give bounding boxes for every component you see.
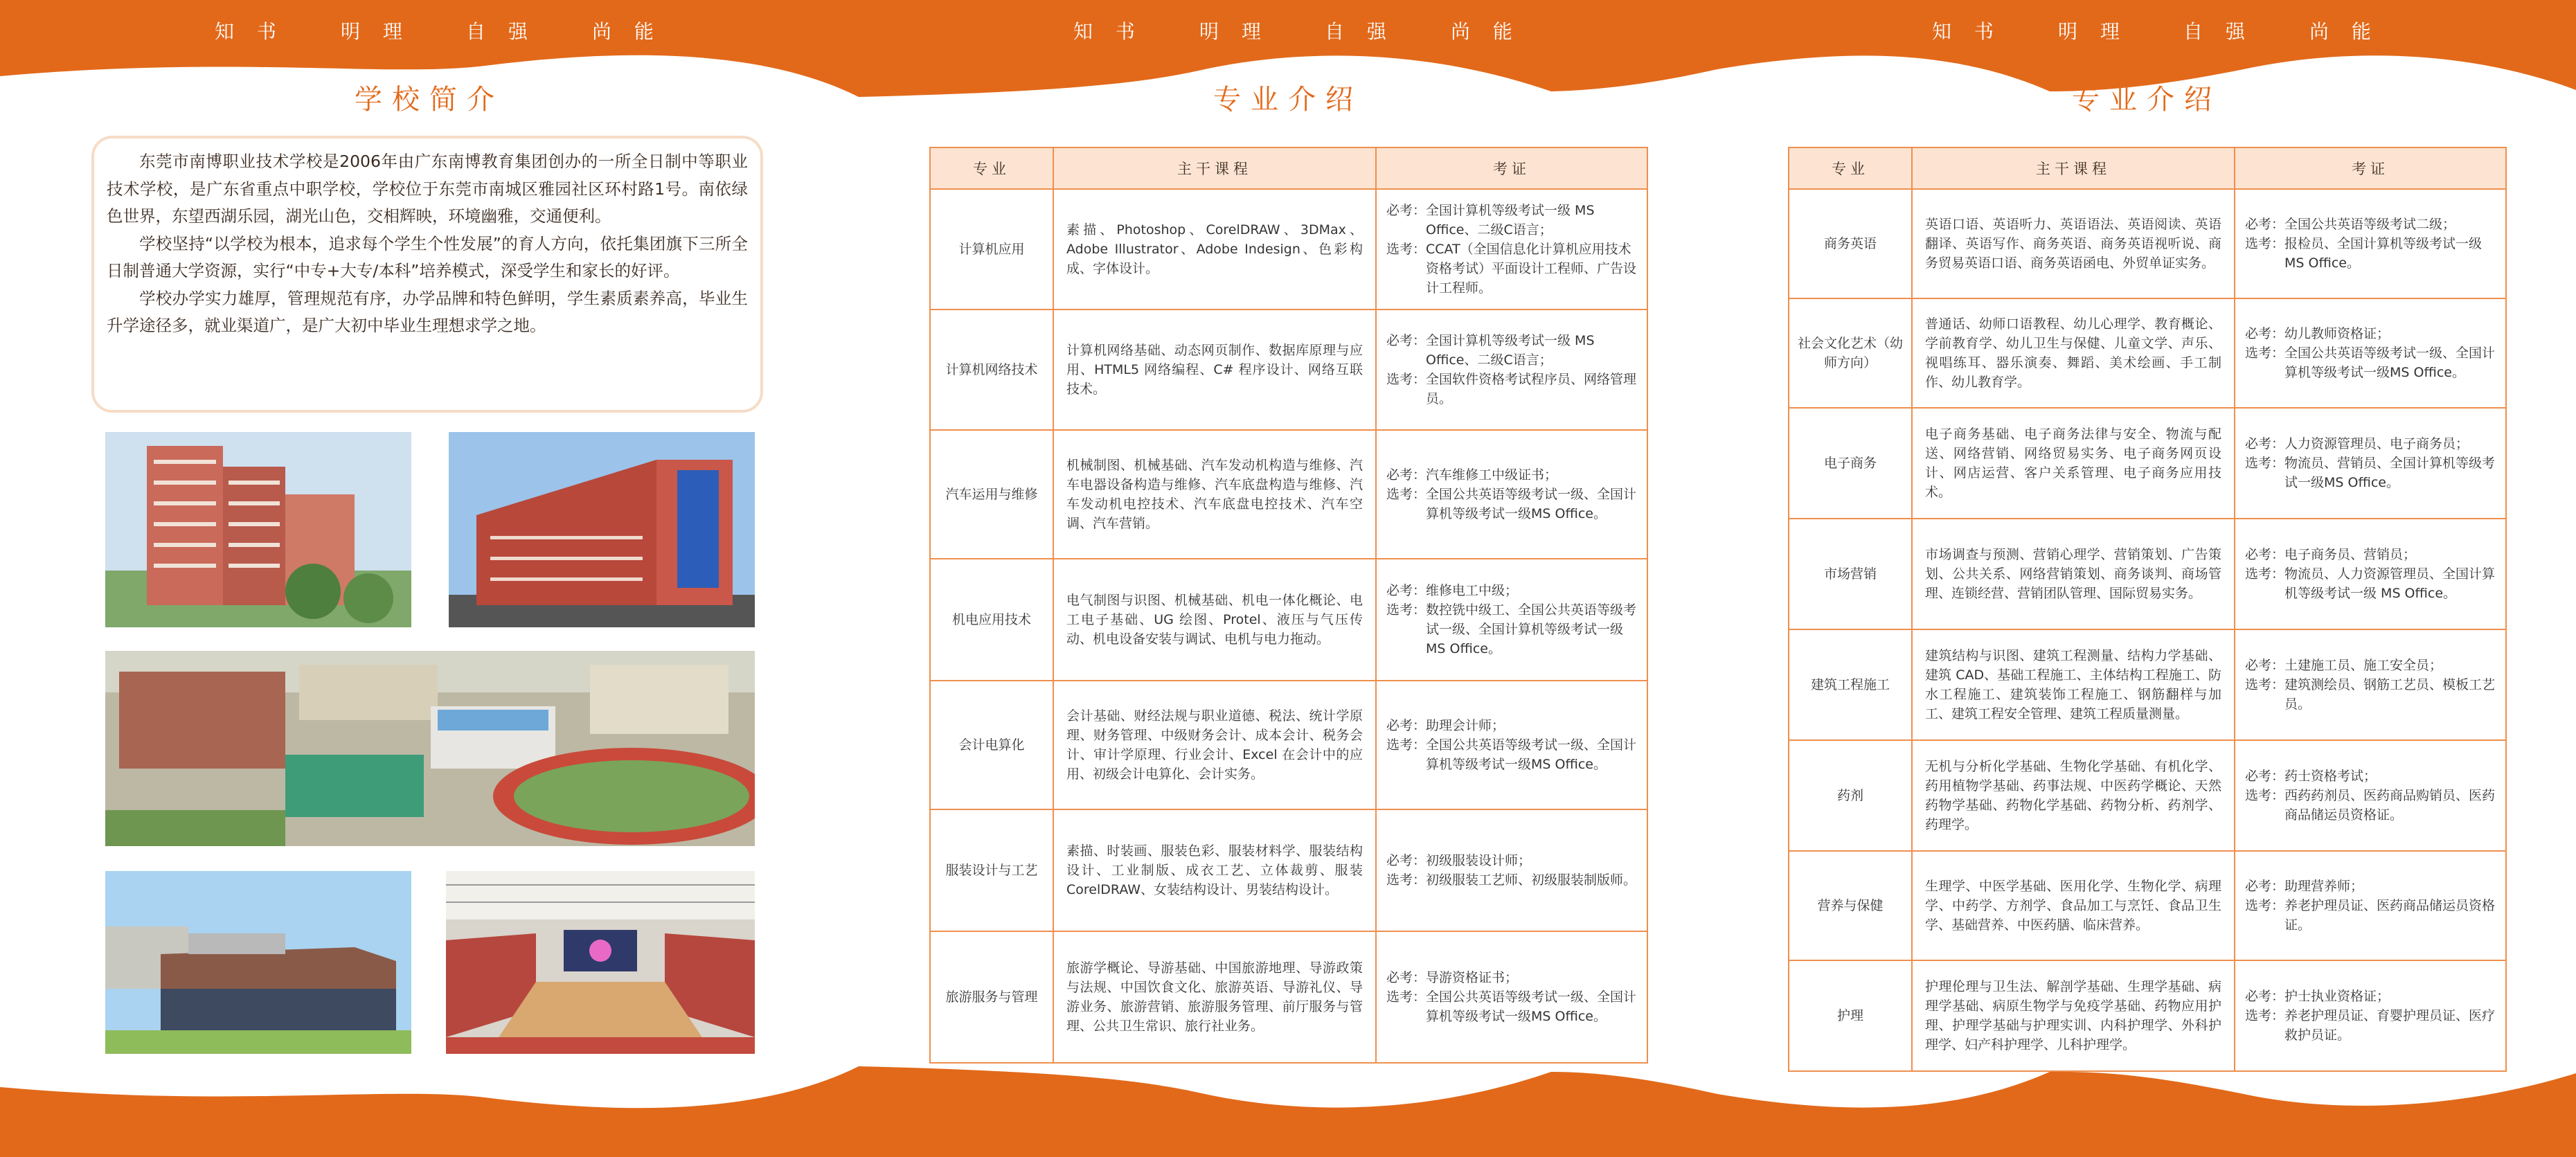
intro-box: [91, 136, 763, 413]
cert-text: 全国计算机等级考试一级 MS Office、二级C语言；: [1426, 333, 1595, 368]
major-name: 旅游服务与管理: [930, 931, 1053, 1063]
campus-building-photo: [105, 432, 411, 627]
motto-word: 自 强: [1325, 20, 1395, 43]
header-courses: 主干课程: [1912, 147, 2235, 189]
cert-text: 初级服装工艺师、初级服装制版师。: [1426, 872, 1637, 888]
cert-text: 全国公共英语等级考试一级、全国计算机等级考试一级MS Office。: [1426, 737, 1637, 772]
table-row: [930, 430, 1647, 559]
motto-word: 明 理: [1199, 20, 1269, 43]
table-row: [930, 931, 1647, 1063]
cert-text: 全国计算机等级考试一级 MS Office、二级C语言；: [1426, 203, 1595, 237]
major-courses: 生理学、中医学基础、医用化学、生物化学、病理学、中药学、方剂学、食品加工与烹饪、食品卫生学、基础营养、中医药膳、临床营养。: [1912, 851, 2235, 960]
cert-tag: 必考：: [2245, 769, 2285, 784]
table-header-row: [1789, 147, 2506, 189]
major-name: 计算机应用: [930, 189, 1053, 310]
cert-tag: 选考：: [2245, 1008, 2285, 1023]
page-title: 专业介绍: [2072, 84, 2221, 116]
cert-tag: 必考：: [1386, 718, 1426, 733]
cert-text: 养老护理员证、医药商品储运员资格证。: [2284, 898, 2496, 933]
cert-tag: 必考：: [1386, 970, 1426, 985]
campus-aerial-photo: [105, 651, 755, 846]
cert-text: 护士执业资格证；: [2284, 989, 2390, 1004]
cert-text: CCAT（全国信息化计算机应用技术资格考试）平面设计工程师、广告设计工程师。: [1426, 242, 1637, 296]
cert-tag: 选考：: [2245, 456, 2285, 471]
major-courses: 英语口语、英语听力、英语语法、英语阅读、英语翻译、英语写作、商务英语、商务英语视听说、商务贸易英语口语、商务英语函电、外贸单证实务。: [1912, 189, 2235, 298]
cert-tag: 选考：: [1386, 737, 1426, 753]
major-courses: 无机与分析化学基础、生物化学基础、有机化学、药用植物学基础、药事法规、中医药学概论、天然药物学基础、药物化学基础、药物分析、药剂学、药理学。: [1912, 740, 2235, 851]
motto-word: 知 书: [1073, 20, 1143, 43]
motto-word: 自 强: [2183, 20, 2253, 43]
major-name: 机电应用技术: [930, 559, 1053, 681]
major-courses: 电气制图与识图、机械基础、机电一体化概论、电工电子基础、UG 绘图、Protel、液压与气压传动、机电设备安装与调试、电机与电力拖动。: [1053, 559, 1376, 681]
cert-text: 报检员、全国计算机等级考试一级MS Office。: [2284, 236, 2483, 271]
cert-text: 养老护理员证、育婴护理员证、医疗救护员证。: [2284, 1008, 2496, 1043]
cert-text: 物流员、营销员、全国计算机等级考试一级MS Office。: [2284, 456, 2496, 490]
motto-word: 明 理: [2058, 20, 2128, 43]
cert-tag: 选考：: [2245, 346, 2285, 361]
majors-table: [929, 147, 1648, 1064]
cert-text: 土建施工员、施工安全员；: [2284, 658, 2443, 673]
cert-text: 初级服装设计师；: [1426, 853, 1532, 868]
motto-word: 自 强: [466, 20, 536, 43]
motto-bar: [859, 17, 1717, 44]
major-certs: [2235, 740, 2506, 851]
major-certs: [1376, 681, 1647, 809]
cert-tag: 选考：: [1386, 487, 1426, 502]
major-name: 社会文化艺术（幼师方向）: [1789, 298, 1912, 408]
major-certs: [2235, 960, 2506, 1071]
major-certs: [1376, 559, 1647, 681]
major-name: 商务英语: [1789, 189, 1912, 298]
cert-text: 物流员、人力资源管理员、全国计算机等级考试一级 MS Office。: [2284, 566, 2496, 601]
major-certs: [1376, 430, 1647, 559]
major-certs: [2235, 519, 2506, 629]
cert-tag: 必考：: [1386, 333, 1426, 348]
cert-text: 全国公共英语等级考试一级、全国计算机等级考试一级MS Office。: [1426, 487, 1637, 521]
table-row: [930, 559, 1647, 681]
panel-majors-1: [859, 0, 1717, 1157]
table-row: [1789, 408, 2506, 519]
intro-paragraph: 东莞市南博职业技术学校是2006年由广东南博教育集团创办的一所全日制中等职业技术学校，是广东省重点中职学校，学校位于东莞市南城区雅园社区环村路1号。南依绿色世界，东望西湖乐园，湖光山色，交相辉映，环境幽雅，交通便利。: [107, 152, 748, 226]
panel-majors-2: [1717, 0, 2576, 1157]
header-courses: 主干课程: [1053, 147, 1376, 189]
intro-paragraph: 学校办学实力雄厚，管理规范有序，办学品牌和特色鲜明，学生素质素养高，毕业生升学途径多，就业渠道广，是广大初中毕业生理想求学之地。: [107, 288, 748, 335]
teaching-building-photo: [449, 432, 755, 627]
major-certs: [2235, 629, 2506, 740]
cert-tag: 必考：: [2245, 658, 2285, 673]
header-major: 专业: [930, 147, 1053, 189]
table-row: [1789, 298, 2506, 408]
cert-text: 维修电工中级；: [1426, 583, 1519, 598]
major-courses: 护理伦理与卫生法、解剖学基础、生理学基础、病理学基础、病原生物学与免疫学基础、药物应用护理、护理学基础与护理实训、内科护理学、外科护理学、妇产科护理学、儿科护理学。: [1912, 960, 2235, 1071]
cert-tag: 选考：: [1386, 989, 1426, 1005]
cert-text: 建筑测绘员、钢筋工艺员、模板工艺员。: [2284, 677, 2496, 712]
major-name: 汽车运用与维修: [930, 430, 1053, 559]
major-name: 服装设计与工艺: [930, 809, 1053, 931]
table-row: [1789, 519, 2506, 629]
major-certs: [2235, 298, 2506, 408]
cert-tag: 必考：: [2245, 879, 2285, 894]
cert-tag: 选考：: [1386, 602, 1426, 618]
cert-tag: 必考：: [2245, 217, 2285, 232]
motto-bar: [1717, 17, 2576, 44]
cert-text: 电子商务员、营销员；: [2284, 547, 2417, 562]
cert-text: 西药药剂员、医药商品购销员、医药商品储运员资格证。: [2284, 788, 2496, 823]
page-title: 学校简介: [355, 84, 504, 116]
table-row: [1789, 189, 2506, 298]
major-certs: [1376, 189, 1647, 310]
table-row: [1789, 629, 2506, 740]
cert-text: 助理会计师；: [1426, 718, 1505, 733]
major-courses: 旅游学概论、导游基础、中国旅游地理、导游政策与法规、中国饮食文化、旅游英语、导游礼仪、导游业务、旅游营销、旅游服务管理、前厅服务与管理、公共卫生常识、旅行社业务。: [1053, 931, 1376, 1063]
motto-word: 尚 能: [1451, 20, 1521, 43]
motto-word: 知 书: [1932, 20, 2002, 43]
cert-tag: 选考：: [2245, 788, 2285, 803]
major-certs: [2235, 408, 2506, 519]
major-courses: 建筑结构与识图、建筑工程测量、结构力学基础、建筑 CAD、基础工程施工、主体结构工程施工、防水工程施工、建筑装饰工程施工、钢筋翻样与加工、建筑工程安全管理、建筑工程质量测量。: [1912, 629, 2235, 740]
cert-tag: 选考：: [2245, 677, 2285, 692]
cert-tag: 必考：: [1386, 583, 1426, 598]
major-name: 会计电算化: [930, 681, 1053, 809]
major-name: 护理: [1789, 960, 1912, 1071]
cert-tag: 选考：: [2245, 236, 2285, 251]
major-courses: 素描、Photoshop、CorelDRAW、3DMax、Adobe Illustrator、Adobe Indesign、色彩构成、字体设计。: [1053, 189, 1376, 310]
cert-text: 全国公共英语等级考试二级；: [2284, 217, 2456, 232]
major-courses: 电子商务基础、电子商务法律与安全、物流与配送、网络营销、网络贸易实务、电子商务网页设计、网店运营、客户关系管理、电子商务应用技术。: [1912, 408, 2235, 519]
cert-text: 全国软件资格考试程序员、网络管理员。: [1426, 372, 1637, 406]
motto-word: 尚 能: [2309, 20, 2379, 43]
header-major: 专业: [1789, 147, 1912, 189]
gymnasium-interior-photo: [446, 871, 755, 1054]
cert-tag: 必考：: [2245, 989, 2285, 1004]
cert-tag: 选考：: [2245, 898, 2285, 913]
gymnasium-exterior-photo: [105, 871, 411, 1054]
table-row: [930, 809, 1647, 931]
motto-word: 知 书: [215, 20, 285, 43]
cert-text: 导游资格证书；: [1426, 970, 1519, 985]
table-row: [930, 189, 1647, 310]
major-certs: [1376, 809, 1647, 931]
table-row: [930, 310, 1647, 430]
cert-tag: 必考：: [2245, 436, 2285, 451]
table-header-row: [930, 147, 1647, 189]
major-certs: [2235, 189, 2506, 298]
major-courses: 素描、时装画、服装色彩、服装材料学、服装结构设计、工业制版、成衣工艺、立体裁剪、服装 CorelDRAW、女装结构设计、男装结构设计。: [1053, 809, 1376, 931]
page-title: 专业介绍: [1213, 84, 1363, 116]
major-courses: 会计基础、财经法规与职业道德、税法、统计学原理、财务管理、中级财务会计、成本会计、税务会计、审计学原理、行业会计、Excel 在会计中的应用、初级会计电算化、会计实务。: [1053, 681, 1376, 809]
cert-text: 全国公共英语等级考试一级、全国计算机等级考试一级MS Office。: [1426, 989, 1637, 1024]
cert-text: 幼儿教师资格证；: [2284, 326, 2390, 341]
majors-table: [1788, 147, 2507, 1072]
cert-tag: 选考：: [1386, 872, 1426, 888]
major-name: 电子商务: [1789, 408, 1912, 519]
cert-tag: 选考：: [1386, 242, 1426, 257]
cert-tag: 选考：: [2245, 566, 2285, 582]
header-certs: 考证: [2235, 147, 2506, 189]
table-row: [1789, 851, 2506, 960]
major-certs: [2235, 851, 2506, 960]
major-name: 市场营销: [1789, 519, 1912, 629]
major-courses: 机械制图、机械基础、汽车发动机构造与维修、汽车电器设备构造与维修、汽车底盘构造与维修、汽车发动机电控技术、汽车底盘电控技术、汽车空调、汽车营销。: [1053, 430, 1376, 559]
cert-tag: 必考：: [2245, 326, 2285, 341]
motto-word: 尚 能: [592, 20, 662, 43]
cert-text: 数控铣中级工、全国公共英语等级考试一级、全国计算机等级考试一级MS Office。: [1426, 602, 1637, 656]
cert-text: 助理营养师；: [2284, 879, 2364, 894]
intro-paragraph: 学校坚持“以学校为根本，追求每个学生个性发展”的育人方向，依托集团旗下三所全日制普通大学资源，实行“中专+大专/本科”培养模式，深受学生和家长的好评。: [107, 233, 748, 280]
table-row: [1789, 740, 2506, 851]
major-certs: [1376, 931, 1647, 1063]
motto-bar: [0, 17, 859, 44]
major-courses: 普通话、幼师口语教程、幼儿心理学、教育概论、学前教育学、幼儿卫生与保健、儿童文学、声乐、视唱练耳、器乐演奏、舞蹈、美术绘画、手工制作、幼儿教育学。: [1912, 298, 2235, 408]
table-row: [1789, 960, 2506, 1071]
major-name: 建筑工程施工: [1789, 629, 1912, 740]
major-name: 计算机网络技术: [930, 310, 1053, 430]
cert-tag: 必考：: [1386, 203, 1426, 218]
major-courses: 市场调查与预测、营销心理学、营销策划、广告策划、公共关系、网络营销策划、商务谈判、商场管理、连锁经营、营销团队管理、国际贸易实务。: [1912, 519, 2235, 629]
table-row: [930, 681, 1647, 809]
motto-word: 明 理: [341, 20, 411, 43]
cert-tag: 必考：: [1386, 467, 1426, 483]
header-certs: 考证: [1376, 147, 1647, 189]
major-name: 药剂: [1789, 740, 1912, 851]
cert-tag: 必考：: [1386, 853, 1426, 868]
cert-text: 人力资源管理员、电子商务员；: [2284, 436, 2469, 451]
cert-text: 全国公共英语等级考试一级、全国计算机等级考试一级MS Office。: [2284, 346, 2496, 380]
cert-tag: 必考：: [2245, 547, 2285, 562]
cert-text: 药士资格考试；: [2284, 769, 2377, 784]
cert-tag: 选考：: [1386, 372, 1426, 387]
major-name: 营养与保健: [1789, 851, 1912, 960]
cert-text: 汽车维修工中级证书；: [1426, 467, 1558, 483]
major-certs: [1376, 310, 1647, 430]
panel-school-intro: [0, 0, 859, 1157]
major-courses: 计算机网络基础、动态网页制作、数据库原理与应用、HTML5 网络编程、C# 程序设计、网络互联技术。: [1053, 310, 1376, 430]
